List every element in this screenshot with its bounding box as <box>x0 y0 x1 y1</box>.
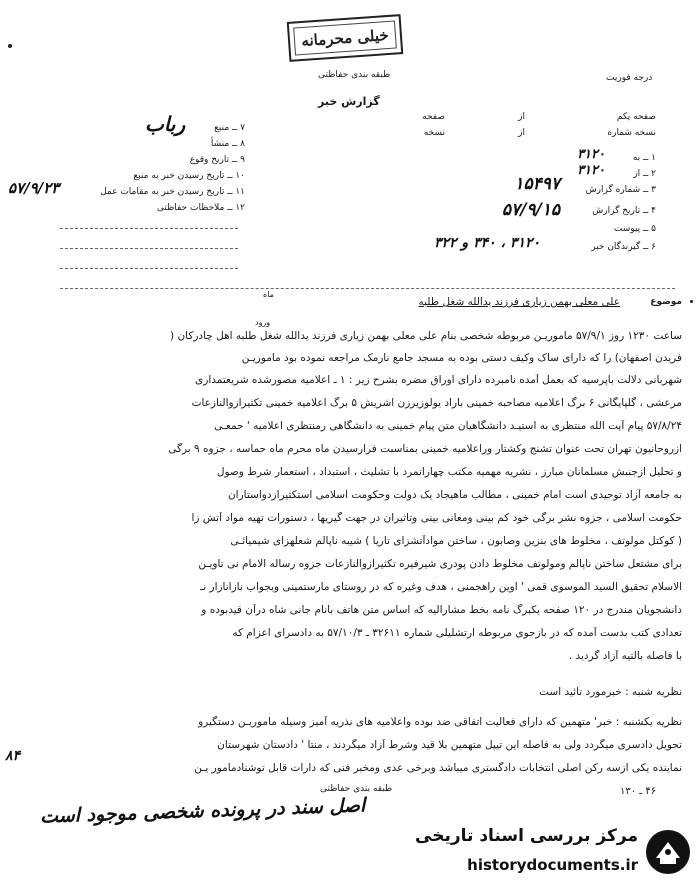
blank-line <box>60 228 238 229</box>
field-to-label: ۱ ــ به <box>632 153 656 163</box>
field-from-value: ۳۱۲۰ <box>577 163 605 178</box>
field-source-value: رباب <box>145 112 186 136</box>
note-sunday-line: نماینده یکی ازسه رکن اصلی انتخابات دادگستری میباشد وبرخی عدی ومخبر فنی که دارات قابل توشنادمامور یـن <box>194 762 682 774</box>
footer-code: ۴۶ ـ ۱۳۰ <box>620 786 657 797</box>
blank-line <box>60 248 238 249</box>
divider-line <box>60 288 675 289</box>
body-line: ۵۷/۸/۲۴ پیام آیت الله منتظری به استیـد دانشگاهیان متن پیام خمینی به دانشگاهی رمنتظری اعلامیه ' حمعـی <box>214 420 682 432</box>
archive-logo-icon <box>644 828 692 876</box>
body-line: به جامعه آزاد توحیدی است امام خمینی ، مطالب ماهیجاد یک دولت وحکومت اسلامی استکثیرازدواستاران <box>227 489 682 501</box>
report-title: گزارش خبر <box>318 95 380 108</box>
body-line: برای مشتعل ساختن ناپالم ومولوتف مخلوط دادن پودری شیرفیره تکثیرازوالنازعات جزوه رساله الامام نی تاویـن <box>198 558 682 570</box>
body-line: حکومت اسلامی ، جزوه نشر برگی خود کم بینی ومعانی بینی وتاثیران در جهت گیریها ، دستورات تهیه مواد آتش زا <box>191 512 682 524</box>
field-recipients-label: ۶ ــ گیرندگان خبر <box>591 242 656 252</box>
body-line: تعدادی کتب بدست آمده که در بازجوی مربوطه ارتشلیلی شماره ۳۲۶۱۱ ـ ۵۷/۱۰/۳ به دادسرای اعزام که <box>232 627 682 639</box>
field-origin-label: ۸ ــ منشأ <box>210 139 245 149</box>
note-sunday-line: نظریه یکشنبه : خبر' متهمین که دارای فعالیت اتفاقی ضد بوده واعلامیه های نذریه آمیز وسیله ماموریـن دستگیرو <box>198 716 682 728</box>
field-attachment-label: ۵ ــ پیوست <box>613 224 656 234</box>
field-news-to-source-label: ۱۰ ــ تاریخ رسیدن خبر به منبع <box>133 171 245 181</box>
body-line: ازروحانیون تهران تحت عنوان تشنج وکشتار وراعلامیه خمینی بمناسبت فرارسیدن ماه محرم ماه حماسه ، جزوه ۹ برگی <box>168 443 682 455</box>
body-line: ( کوکتل مولوتف ، مخلوط های بنزین وصابون ، ساختن موادآتشزای تاریا ) شیبه ناپالم شعلهزای شیمیائـی <box>230 535 682 547</box>
note-sunday-line: تحویل دادسری میگردد ولی به فاصله این تیپل متهمین بلا قید وشرط آزاد میگردند ، منتا ' دادستان شهرستان <box>217 739 682 751</box>
field-news-to-authority-value: ۵۷/۹/۲۳ <box>8 179 60 197</box>
scan-speck <box>690 300 693 303</box>
field-report-number-value: ۱۵۴۹۷ <box>514 174 560 194</box>
watermark-logo <box>410 820 696 890</box>
field-report-date-label: ۴ ــ تاریخ گزارش <box>592 206 656 216</box>
body-line: الاسلام تحقیق السید الموسوی قمی ' اوین راهجمنی ، هدف وغیره که در روستای مارستمینی وبجواب نازانازار نـ <box>200 581 682 593</box>
handwritten-note: اصل سند در پرونده شخصی موجود است <box>39 794 366 828</box>
field-page-mid: از <box>518 112 525 122</box>
confidential-stamp: خیلی محرمانه <box>287 14 404 62</box>
field-report-number-label: ۳ ــ شماره گزارش <box>585 185 656 195</box>
body-line: مرعشی ، گلپایگانی ۶ برگ اعلامیه مصاحبه خمینی باراد یولوزیرزن اشریش ۵ برگ اعلامیه خمینی تکثیرازوالنازعات <box>191 397 682 409</box>
body-line: فریدن اصفهان) را که دارای ساک وکیف دستی بوده به مسجد جامع نارمک مراجعه نموده بود ماموریـن <box>241 352 682 364</box>
body-line: دانشجویان مندرج در ۱۲۰ صفحه یکبرگ نامه بخط مشاراليه که اساس متن هاتف بانام جانی شاه درآن قیدبوده و <box>201 604 682 616</box>
subject-seal-top: ماه <box>263 290 274 299</box>
field-recipients-value: ۳۱۲۰ ، ۳۴۰ و ۳۲۲ <box>434 235 540 251</box>
subject-seal-bottom: ورود <box>255 318 271 327</box>
side-mark: ۸۴ <box>5 748 21 764</box>
scan-speck <box>8 44 12 48</box>
field-source-label: ۷ ــ منبع <box>214 123 245 133</box>
blank-line <box>60 268 238 269</box>
body-line: شهربانی دلالت باپرسیه که بعمل آمده نامبرده دارای اوراق مضره بشرح زیر : ۱ ـ اعلامیه مصورشده شریعتمداری <box>195 374 682 386</box>
field-report-date-value: ۵۷/۹/۱۵ <box>501 200 560 220</box>
subject-text: علی معلی بهمن زیاری فرزند یدالله شغل طلبه <box>418 296 620 308</box>
field-security-notes-label: ۱۲ ــ ملاحظات حفاظتی <box>156 203 245 213</box>
classification-label-bottom: طبقه بندی حفاظتی <box>320 784 393 794</box>
field-occurrence-date-label: ۹ ــ تاریخ وقوع <box>189 155 245 165</box>
classification-label-top: طبقه بندی حفاظتی <box>318 70 391 80</box>
field-copy-mid: از <box>518 128 525 138</box>
field-page-label: صفحه یکم <box>616 112 656 122</box>
body-line: و تحلیل ازجنبش مسلمانان مبارز ، نشریه مهمیه مکتب چهارانمرد با تشلیث ، استبداد ، استعمار شرط وصول <box>216 466 682 478</box>
note-saturday: نظریه شنبه : خبرمورد تائید است <box>539 686 682 698</box>
field-to-value: ۳۱۲۰ <box>577 147 605 162</box>
field-copy-end: نسخه <box>423 128 445 138</box>
watermark-url: historydocuments.ir <box>467 856 638 874</box>
urgency-label: درجه فوریت <box>606 73 653 83</box>
field-page-end: صفحه <box>422 112 445 122</box>
field-copy-label: نسخه شماره <box>607 128 656 138</box>
field-news-to-authority-label: ۱۱ ــ تاریخ رسیدن خبر به مقامات عمل <box>100 187 245 197</box>
body-line: ساعت ۱۲۳۰ روز ۵۷/۹/۱ ماموریـن مربوطه شخصی بنام علی معلی بهمن زیاری فرزند یدالله شغل طلبه اهل چادرکان ( <box>170 330 682 342</box>
watermark-org-name: مرکز بررسی اسناد تاریخی <box>415 826 638 846</box>
subject-label: موضوع <box>650 297 682 307</box>
body-line: با فاصله بالتیه آزاد گردید . <box>568 650 682 662</box>
field-from-label: ۲ ــ از <box>633 169 656 179</box>
